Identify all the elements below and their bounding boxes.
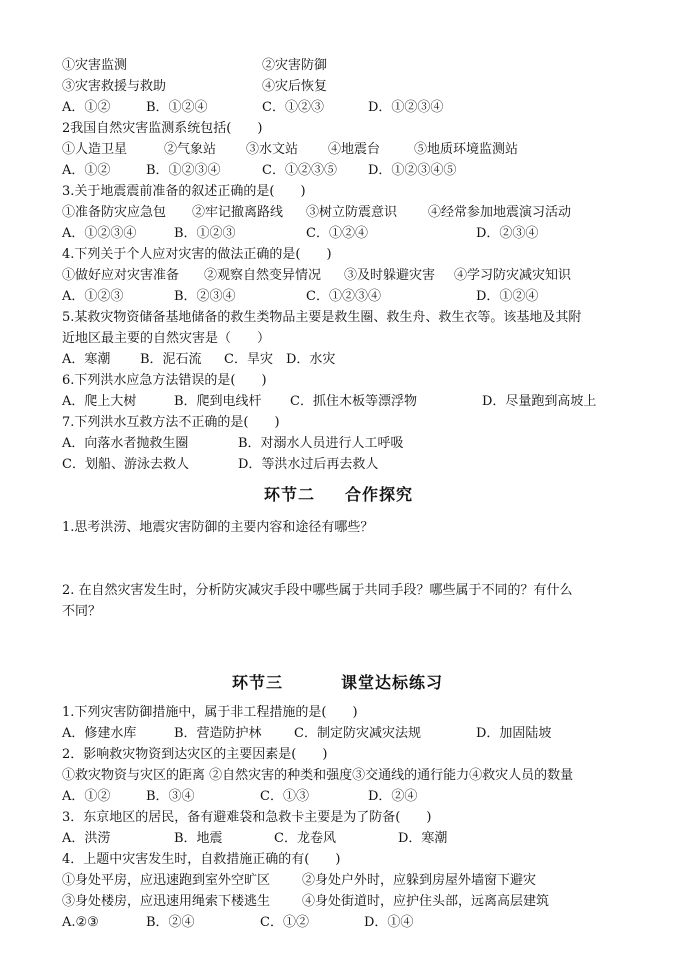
option-b: B．③④: [146, 789, 195, 804]
item: ①身处平房，应迅速跑到室外空旷区: [62, 873, 271, 888]
review-item: ①灾害监测: [62, 58, 128, 73]
item: ④经常参加地震演习活动: [428, 205, 572, 220]
item: ②气象站: [164, 142, 217, 157]
item: ④学习防灾减灾知识: [454, 268, 572, 283]
option-d: D．①②③④⑤: [368, 163, 457, 178]
option-c: C．制定防灾减灾法规: [294, 726, 421, 741]
option-d: D．②④: [368, 789, 418, 804]
option-a: A．①②: [62, 789, 111, 804]
option-d: D．水灾: [286, 352, 336, 367]
option-b: B．对溺水人员进行人工呼吸: [238, 436, 404, 451]
option-c: C．①②④: [306, 226, 368, 241]
section-3-heading: [232, 672, 443, 694]
option-a: A．①②: [62, 100, 111, 115]
option-a: A．爬上大树: [62, 394, 137, 409]
option-a: A．修建水库: [62, 726, 137, 741]
option-a: A．向落水者抛救生圈: [62, 436, 189, 451]
item: ③树立防震意识: [306, 205, 398, 220]
option-b: B．①②③: [174, 226, 236, 241]
section-2-label: 环节二: [264, 485, 316, 504]
item: ③水文站: [246, 142, 299, 157]
option-b: B．②③④: [174, 289, 236, 304]
option-a: A．寒潮: [62, 352, 111, 367]
section-3-title: 课堂达标练习: [341, 673, 444, 692]
option-b: B．爬到电线杆: [174, 394, 262, 409]
item: ④身处街道时，应护住头部，远离高层建筑: [302, 894, 550, 909]
option-b: B．②④: [146, 915, 195, 930]
option-b: B．①②④: [146, 100, 208, 115]
option-a: A．①②③④: [62, 226, 137, 241]
item: ②牢记撤离路线: [192, 205, 284, 220]
option-c: C．旱灾: [224, 352, 273, 367]
section-2-title: 合作探究: [345, 485, 414, 504]
item: ①准备防灾应急包: [62, 205, 167, 220]
section-2-heading: [264, 484, 413, 506]
option-c: C．抓住木板等漂浮物: [290, 394, 417, 409]
option-c: C．①②: [260, 915, 309, 930]
option-a: A．①②: [62, 163, 111, 178]
option-d: D．①④: [364, 915, 414, 930]
option-d: D．尽量跑到高坡上: [482, 394, 597, 409]
item: ③及时躲避灾害: [344, 268, 436, 283]
option-b: B．泥石流: [140, 352, 202, 367]
item: ②身处户外时，应躲到房屋外墙窗下避灾: [302, 873, 537, 888]
option-d: D．加固陆坡: [476, 726, 552, 741]
option-b: B．营造防护林: [174, 726, 262, 741]
option-c: C．①②③④: [306, 289, 381, 304]
option-d: D．寒潮: [398, 831, 448, 846]
item: ⑤地质环境监测站: [414, 142, 519, 157]
option-c: C．①②③⑤: [262, 163, 337, 178]
option-c: C．①③: [260, 789, 309, 804]
option-b: B．①②③④: [146, 163, 221, 178]
section-3-label: 环节三: [232, 673, 284, 692]
item: ④地震台: [328, 142, 381, 157]
item: ②观察自然变异情况: [204, 268, 322, 283]
item: ①人造卫星: [62, 142, 128, 157]
option-d: D．②③④: [476, 226, 539, 241]
option-d: D．①②③④: [368, 100, 444, 115]
option-a: A．①②③: [62, 289, 124, 304]
option-a: A.②③: [62, 915, 99, 930]
option-c: C．龙卷风: [274, 831, 336, 846]
document-page: ①灾害监测 ②灾害防御 ③灾害救援与救助 ④灾后恢复 A．①② B．①②④ C．①②③ D．①②③④ 2我国自然灾害监测系统包括( ) ①人造卫星 ②气象站 ③水文站 ④地震台 ⑤地质环境监测站 A．①② B．①②③④ C．①②③⑤ D．①②③④⑤ 3.关于地震震前准备的叙述正确的是( ) ①准备防灾应急包 ②牢记撤离路线 ③树立防震意识 ④经常参加地震演习活动 A．①②③④ B．①②③ C．①②④ D．②③④ 4.下列关于个人应对灾害的做法正确的是( ) ①做好应对灾害准备 ②观察自然变异情况 ③及时躲避灾害 ④学习防灾减灾知识 A．①②③ B．②③④ C．①②③④ D．①②④ 5.某救灾物资储备基地储备的救生类物品主要是救生圈、救生舟、救生衣等。该基地及其附 近地区最主要的自然灾害是（ ） A．寒潮 B．泥石流 C．旱灾 D．水灾 6.下列洪水应急方法错误的是( ) A．爬上大树 B．爬到电线杆 C．抓住木板等漂浮物 D．尽量跑到高坡上 7.下列洪水互救方法不正确的是( ) A．向落水者抛救生圈 B．对溺水人员进行人工呼吸 C．划船、游泳去救人 D．等洪水过后再去救人 环节二 合作探究 1.思考洪涝、地震灾害防御的主要内容和途径有哪些？ 2. 在自然灾害发生时，分析防灾减灾手段中哪些属于共同手段？哪些属于不同的？有什么 不同？ 环节三 课堂达标练习 1.下列灾害防御措施中，属于非工程措施的是( ) A．修建水库 B．营造防护林 C．制定防灾减灾法规 D．加固陆坡 2．影响救灾物资到达灾区的主要因素是( ) ①救灾物资与灾区的距离 ②自然灾害的种类和强度③交通线的通行能力④救灾人员的数量 A．①② B．③④ C．①③ D．②④ 3．东京地区的居民，备有避难袋和急救卡主要是为了防备( ) A．洪涝 B．地震 C．龙卷风 D．寒潮 4．上题中灾害发生时，自救措施正确的有( ) ①身处平房，应迅速跑到室外空旷区 ②身处户外时，应躲到房屋外墙窗下避灾 ③身处楼房，应迅速用绳索下楼逃生 ④身处街道时，应护住头部，远离高层建筑 A.②③ B．②④ C．①② D．①④: [0, 0, 684, 968]
item: ①做好应对灾害准备: [62, 268, 180, 283]
item: ③身处楼房，应迅速用绳索下楼逃生: [62, 894, 271, 909]
review-item: ②灾害防御: [262, 58, 328, 73]
review-item: ③灾害救援与救助: [62, 79, 167, 94]
option-d: D．①②④: [476, 289, 539, 304]
option-d: D．等洪水过后再去救人: [238, 457, 379, 472]
option-c: C．①②③: [262, 100, 324, 115]
option-a: A．洪涝: [62, 831, 111, 846]
review-item: ④灾后恢复: [262, 79, 328, 94]
option-c: C．划船、游泳去救人: [62, 457, 189, 472]
option-b: B．地震: [174, 831, 223, 846]
